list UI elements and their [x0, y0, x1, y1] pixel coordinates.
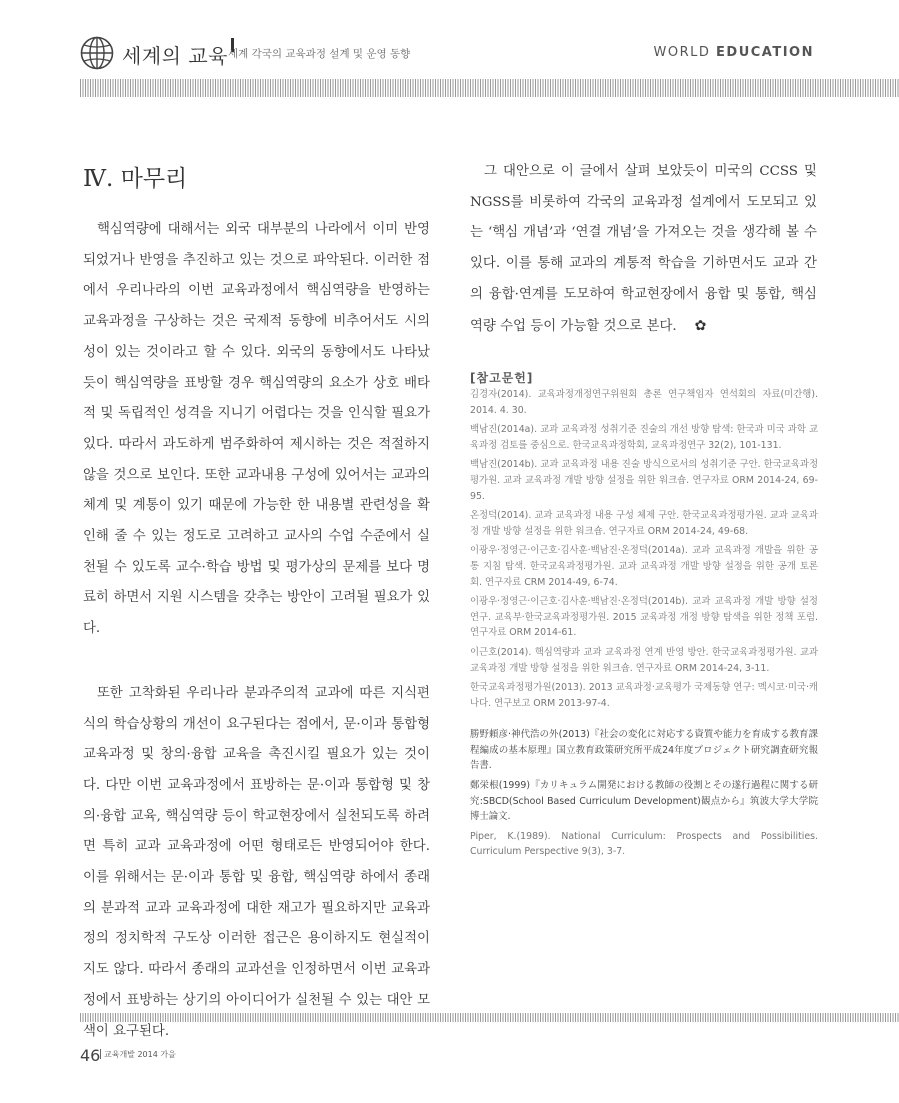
paragraph: 핵심역량에 대해서는 외국 대부분의 나라에서 이미 반영되었거나 반영을 추진하고 있는 것으로 파악된다. 이러한 점에서 우리나라의 이번 교육과정에서 핵심역량을 반영하는 교육과정을 구상하는 것은 국제적 동향에 비추어서도 시의성이 있는 것이라고 할 수 있다. 외국의 동향에서도 나타났듯이 핵심역량을 표방할 경우 핵심역량의 요소가 상호 배타적 및 독립적인 성격을 지니기 어렵다는 것을 인식할 필요가 있다. 따라서 과도하게 범주화하여 제시하는 것은 적절하지 않을 것으로 보인다. 또한 교과내용 구성에 있어서는 교과의 체계 및 계통이 있기 때문에 가능한 한 내용별 관련성을 확인해 줄 수 있는 정도로 고려하고 교사의 수업 수준에서 실천될 수 있도록 교수·학습 방법 및 평가상의 문제를 보다 명료히 하면서 지원 시스템을 갖추는 방안이 고려될 필요가 있다.: [83, 222, 430, 637]
reference-item: 김경자(2014). 교육과정개정연구위원회 총론 연구책임자 연석회의 자료(미간행). 2014. 4. 30.: [470, 389, 818, 416]
reference-item: 勝野頼彦·神代浩の外(2013)『社会の変化に対応する資質や能力を育成する教育課程編成の基本原理』国立教育政策研究所平成24年度プロジェクト研究調査研究報告書.: [470, 729, 818, 772]
page-header: [0, 0, 899, 110]
globe-icon: [80, 36, 114, 70]
references-title: [참고문헌]: [470, 371, 534, 385]
left-column: [83, 215, 430, 1047]
reference-item: 백남진(2014a). 교과 교육과정 성취기준 진술의 개선 방향 탐색: 한국과 미국 과학 교육과정 검토를 중심으로. 한국교육과정학회, 교육과정연구 32(2), 101-131.: [470, 424, 818, 451]
section-title: Ⅳ. 마무리: [83, 166, 188, 192]
footer-stripe: [80, 1013, 899, 1022]
reference-item: 鄭栄根(1999)『カリキュラム開発における教師の役割とその遂行過程に関する研究:SBCD(School Based Curriculum Development)観点から』筑波大学大学院博士論文.: [470, 780, 818, 823]
section-header-title: 세계의 교육: [122, 40, 234, 69]
header-stripe: [80, 79, 899, 97]
right-column: [470, 157, 817, 342]
reference-item: 백남진(2014b). 교과 교육과정 내용 진술 방식으로서의 성취기준 구안. 한국교육과정평가원. 교과 교육과정 개발 방향 설정을 위한 워크숍. 연구자료 ORM 2014-24, 69-95.: [470, 459, 818, 502]
reference-item: 이근호(2014). 핵심역량과 교과 교육과정 연계 반영 방안. 한국교육과정평가원. 교과 교육과정 개발 방향 설정을 위한 워크숍. 연구자료 ORM 2014-24, 3-11.: [470, 646, 818, 674]
end-mark-icon: ✿: [694, 317, 707, 334]
reference-item: 한국교육과정평가원(2013). 2013 교육과정·교육평가 국제동향 연구: 멕시코·미국·캐나다. 연구보고 ORM 2013-97-4.: [470, 682, 818, 709]
footer-divider: [100, 1049, 101, 1059]
paragraph: 또한 고착화된 우리나라 분과주의적 교과에 따른 지식편식의 학습상황의 개선이 요구된다는 점에서, 문·이과 통합형 교육과정 및 창의·융합 교육을 촉진시킬 필요가 있는 것이다. 다만 이번 교육과정에서 표방하는 문·이과 통합형 및 창의·융합 교육, 핵심역량 등이 학교현장에서 실천되도록 하려면 특히 교과 교육과정에 어떤 형태로든 반영되어야 한다. 이를 위해서는 문·이과 통합 및 융합, 핵심역량 하에서 종래의 분과적 교과 교육과정에 대한 재고가 필요하지만 교육과정의 정치학적 구도상 이러한 접근은 용이하지도 현실적이지도 않다. 따라서 종래의 교과선을 인정하면서 이번 교육과정에서 표방하는 상기의 아이디어가 실천될 수 있는 대안 모색이 요구된다.: [83, 685, 430, 1039]
reference-item: 이광우·정영근·이근호·김사훈·백남진·온정덕(2014a). 교과 교육과정 개발을 위한 공통 지침 탐색. 한국교육과정평가원. 교과 교육과정 개발 방향 설정을 위한 공개 토론회. 연구자료 CRM 2014-49, 6-74.: [470, 545, 818, 588]
page-number: 46: [80, 1046, 101, 1065]
section-header-subtitle: 세계 각국의 교육과정 설계 및 운영 동향: [228, 48, 411, 60]
header-brand: WORLD EDUCATION: [653, 45, 814, 60]
references-list: [470, 387, 818, 864]
paragraph: 그 대안으로 이 글에서 살펴 보았듯이 미국의 CCSS 및 NGSS를 비롯하여 각국의 교육과정 설계에서 도모되고 있는 ‘핵심 개념’과 ‘연결 개념’을 가져오는 것을 생각해 볼 수 있다. 이를 통해 교과의 계통적 학습을 기하면서도 교과 간의 융합·연계를 도모하여 학교현장에서 융합 및 통합, 핵심역량 수업 등이 가능할 것으로 본다. ✿: [470, 157, 817, 342]
reference-item: Piper, K.(1989). National Curriculum: Prospects and Possibilities. Curriculum Perspective 9(3), 3-7.: [470, 830, 818, 858]
reference-item: 이광우·정영근·이근호·김사훈·백남진·온정덕(2014b). 교과 교육과정 개발 방향 설정 연구. 교육부·한국교육과정평가원. 2015 교육과정 개정 방향 탐색을 위한 정책 포럼. 연구자료 ORM 2014-61.: [470, 596, 818, 639]
publication-name: 교육개발 2014 가을: [104, 1050, 176, 1059]
reference-item: 온정덕(2014). 교과 교육과정 내용 구성 체제 구안. 한국교육과정평가원. 교과 교육과정 개발 방향 설정을 위한 워크숍. 연구자료 ORM 2014-24, 49-68.: [470, 510, 818, 537]
